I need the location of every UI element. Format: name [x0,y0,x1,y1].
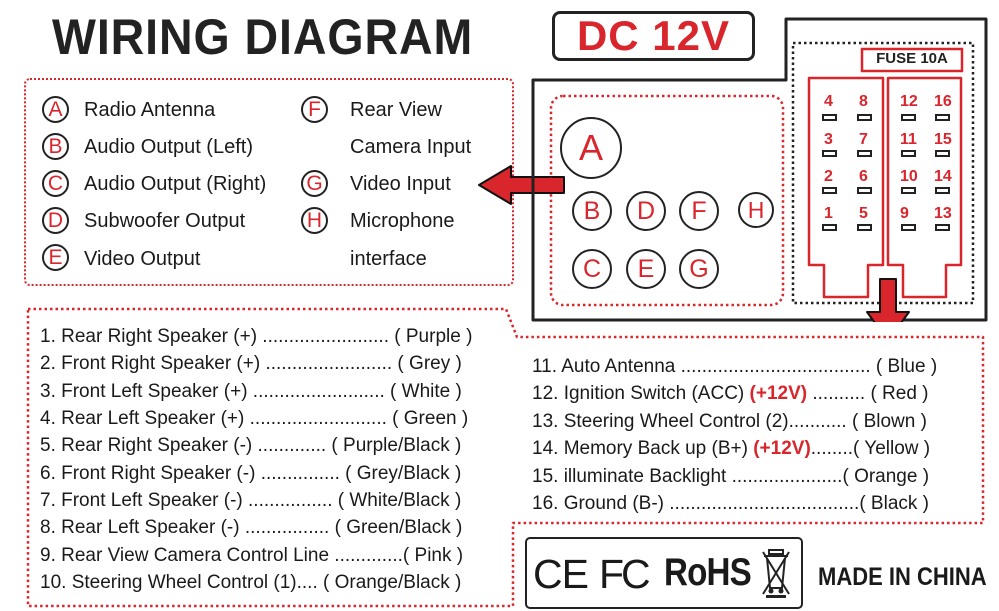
legend-marker-g: G [301,170,328,197]
pin-number: 8 [859,93,868,110]
wire-entry-14 [532,438,930,460]
legend-marker-a: A [42,96,69,123]
pin-number: 13 [934,205,952,222]
legend-label-a: Radio Antenna [84,99,216,121]
pin-number: 2 [824,168,833,185]
wire-entry-7: 7. Front Left Speaker (-) ................ ( White/Black ) [40,490,462,511]
legend-label-f-line2: Camera Input [350,136,472,158]
pin-number: 14 [934,168,952,185]
fuse-label: FUSE 10A [876,50,948,67]
pin-number: 1 [824,205,833,222]
pin-number: 10 [900,168,918,185]
socket-g: G [679,249,719,289]
rohs-mark: RoHS [664,551,751,594]
weee-bin-icon [760,548,792,598]
voltage-label: DC 12V [576,12,731,59]
made-in-label: MADE IN CHINA [818,563,987,591]
voltage-tag: (+12V) [753,438,811,459]
wire-entry-8: 8. Rear Left Speaker (-) ................ ( Green/Black ) [40,517,463,538]
fc-mark: FC [599,551,648,597]
wire-entry-2: 2. Front Right Speaker (+) ........................ ( Grey ) [40,353,462,374]
legend-label-f: Rear View [350,99,442,121]
pin-number: 9 [900,205,909,222]
wire-entry-12 [532,383,929,405]
wire-12-color: .......... ( Red ) [807,383,929,404]
wire-entry-10: 10. Steering Wheel Control (1).... ( Orange/Black ) [40,572,462,593]
wire-entry-9: 9. Rear View Camera Control Line .............( Pink ) [40,545,464,566]
pin-number: 12 [900,93,918,110]
legend-label-d: Subwoofer Output [84,210,246,232]
pin-number: 15 [934,131,952,148]
wire-entry-16: 16. Ground (B-) ....................................( Black ) [532,493,929,514]
wire-entry-5: 5. Rear Right Speaker (-) ............. ( Purple/Black ) [40,435,462,456]
legend-marker-h: H [301,207,328,234]
socket-b: B [572,191,612,231]
legend-marker-f: F [301,96,328,123]
wire-entry-3: 3. Front Left Speaker (+) ......................... ( White ) [40,381,462,402]
wire-12-text: 12. Ignition Switch (ACC) [532,383,750,404]
voltage-tag: (+12V) [749,383,808,404]
pin-number: 3 [824,131,833,148]
diagram-title: WIRING DIAGRAM [52,9,474,65]
pin-number: 11 [900,131,917,148]
wire-entry-1: 1. Rear Right Speaker (+) ........................ ( Purple ) [40,326,473,347]
wire-entry-4: 4. Rear Left Speaker (+) .......................... ( Green ) [40,408,469,429]
legend-marker-e: E [42,244,69,271]
socket-a: A [560,117,622,179]
pin-number: 7 [859,131,868,148]
legend-marker-d: D [42,207,69,234]
legend-label-c: Audio Output (Right) [84,173,267,195]
pin-number: 4 [824,93,833,110]
pin-number: 5 [859,205,868,222]
socket-f: F [679,191,719,231]
socket-c: C [572,249,612,289]
wire-entry-11: 11. Auto Antenna .................................... ( Blue ) [532,356,938,377]
wire-entry-6: 6. Front Right Speaker (-) ............... ( Grey/Black ) [40,463,462,484]
legend-label-b: Audio Output (Left) [84,136,253,158]
legend-label-h-line2: interface [350,248,427,270]
ce-mark: CE [533,551,588,597]
socket-e: E [626,249,666,289]
pin-number: 16 [934,93,952,110]
legend-label-g: Video Input [350,173,451,195]
wire-14-color: ........( Yellow ) [810,438,931,459]
legend-label-h: Microphone [350,210,455,232]
socket-h: H [738,192,774,228]
wire-entry-15: 15. illuminate Backlight .....................( Orange ) [532,466,930,487]
socket-d: D [626,191,666,231]
wire-14-text: 14. Memory Back up (B+) [532,438,754,459]
legend-marker-b: B [42,133,69,160]
legend-label-e: Video Output [84,248,201,270]
pin-number: 6 [859,168,868,185]
wire-entry-13: 13. Steering Wheel Control (2)........... ( Blown ) [532,411,927,432]
legend-marker-c: C [42,170,69,197]
